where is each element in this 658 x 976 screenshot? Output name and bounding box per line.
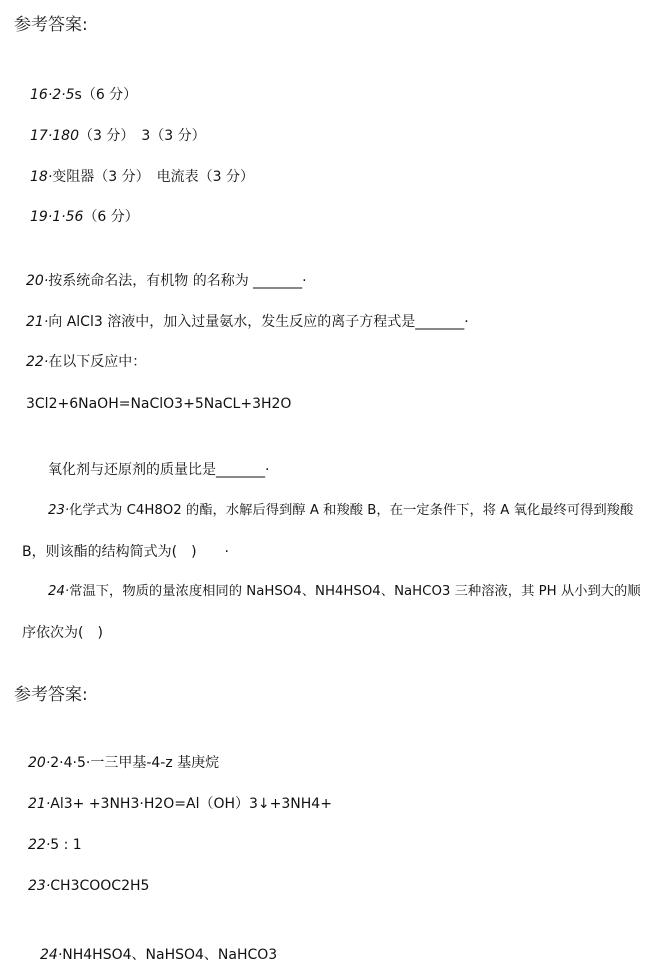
question-number: 23·	[48, 503, 70, 518]
answer-number: 17·180	[30, 128, 79, 144]
answer-18	[30, 168, 254, 186]
answer-number: 16·2·5	[30, 87, 75, 103]
answer-19	[30, 208, 139, 226]
answer-text: Al3+ +3NH3·H2O=Al（OH）3↓+3NH4+	[50, 796, 332, 812]
question-23	[48, 502, 633, 520]
answer-text: CH3COOC2H5	[50, 878, 150, 894]
answer-text: 5 : 1	[50, 837, 82, 853]
question-number: 24·	[48, 584, 70, 599]
question-text: 常温下，物质的量浓度相同的 NaHSO4、NH4HSO4、NaHCO3 三种溶液，其 PH 从小到大的顺	[69, 584, 641, 599]
question-text: 在以下反应中：	[48, 354, 147, 370]
answer-number: 18·	[30, 169, 53, 185]
answer-number: 23·	[28, 878, 51, 894]
answer-17	[30, 127, 206, 145]
question-number: 22·	[26, 354, 49, 370]
question-22	[26, 353, 146, 371]
answer-21	[28, 795, 332, 813]
answer-text: s（6 分）	[74, 87, 138, 103]
question-22-ask: 氧化剂与还原剂的质量比是_______·	[48, 462, 270, 478]
answer-number: 22·	[28, 837, 51, 853]
answer-number: 20·	[28, 755, 51, 771]
question-24-continued: 序依次为( )	[22, 625, 103, 641]
question-24	[48, 583, 641, 601]
question-text: 向 AlCl3 溶液中，加入过量氨水，发生反应的离子方程式是_______·	[48, 314, 469, 330]
question-text: 按系统命名法，有机物 的名称为 _______·	[48, 273, 307, 289]
answer-text: （3 分） 3（3 分）	[79, 128, 206, 144]
answer-number: 24·	[40, 947, 63, 963]
answer-text: 变阻器（3 分） 电流表（3 分）	[52, 169, 254, 185]
heading-answers-1: 参考答案:	[14, 15, 88, 35]
question-number: 20·	[26, 273, 49, 289]
question-number: 21·	[26, 314, 49, 330]
question-21	[26, 313, 469, 331]
answer-number: 19·1·56	[30, 209, 84, 225]
question-23-continued: B，则该酯的结构简式为( ) ·	[22, 544, 229, 560]
answer-22	[28, 836, 82, 854]
heading-answers-2: 参考答案:	[14, 685, 88, 705]
answer-23	[28, 877, 149, 895]
answer-text: 2·4·5·一三甲基-4-z 基庚烷	[50, 755, 220, 771]
question-20	[26, 272, 307, 290]
answer-number: 21·	[28, 796, 51, 812]
answer-24	[40, 946, 277, 964]
question-text: 化学式为 C4H8O2 的酯，水解后得到醇 A 和羧酸 B，在一定条件下，将 A 氧化最终可得到羧酸	[69, 503, 634, 518]
answer-16	[30, 86, 137, 104]
chemical-equation: 3Cl2+6NaOH=NaClO3+5NaCL+3H2O	[26, 396, 292, 412]
answer-20	[28, 754, 219, 772]
answer-text: NH4HSO4、NaHSO4、NaHCO3	[62, 947, 278, 963]
answer-text: （6 分）	[83, 209, 139, 225]
